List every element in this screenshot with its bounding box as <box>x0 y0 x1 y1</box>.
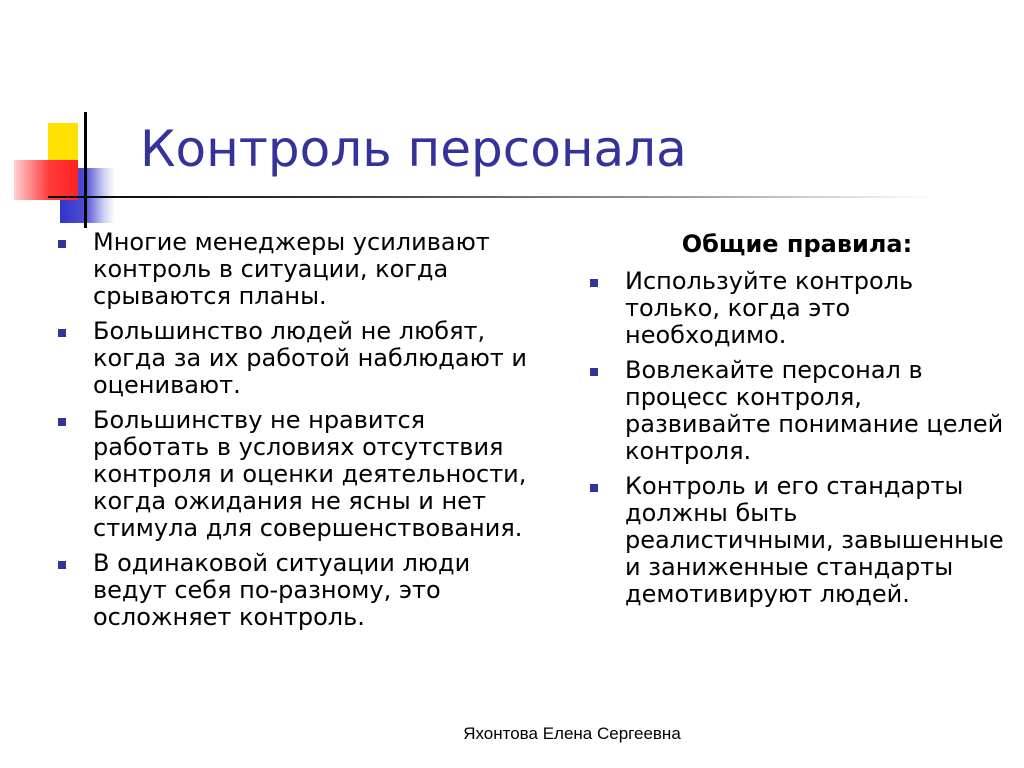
list-item-text: В одинаковой ситуации люди ведут себя по-разному, это осложняет контроль. <box>93 549 471 631</box>
slide-title: Контроль персонала <box>140 120 687 178</box>
square-bullet-icon <box>590 279 598 287</box>
square-bullet-icon <box>58 240 66 248</box>
decor-red-square <box>14 160 78 200</box>
right-bullet-list <box>587 268 1007 608</box>
square-bullet-icon <box>590 484 598 492</box>
list-item-text: Используйте контроль только, когда это необходимо. <box>625 267 914 349</box>
list-item <box>587 268 1007 349</box>
list-item-text: Многие менеджеры усиливают контроль в ситуации, когда срываются планы. <box>93 228 490 310</box>
square-bullet-icon <box>58 561 66 569</box>
list-item <box>55 550 545 631</box>
footer-author: Яхонтова Елена Сергеевна <box>463 724 681 743</box>
square-bullet-icon <box>58 329 66 337</box>
list-item-text: Вовлекайте персонал в процесс контроля, развивайте понимание целей контроля. <box>625 356 1004 465</box>
list-item <box>587 473 1007 608</box>
list-item <box>587 357 1007 465</box>
list-item <box>55 407 545 542</box>
left-column <box>55 229 545 639</box>
list-item <box>55 229 545 310</box>
left-bullet-list <box>55 229 545 631</box>
footer <box>0 724 1024 744</box>
list-item <box>55 318 545 399</box>
right-column <box>587 229 1007 616</box>
title-underline <box>48 196 932 198</box>
decor-vertical-line <box>84 112 87 228</box>
rules-heading: Общие правила: <box>681 230 913 258</box>
list-item-text: Большинство людей не любят, когда за их работой наблюдают и оценивают. <box>93 317 528 399</box>
square-bullet-icon <box>58 418 66 426</box>
list-item-text: Контроль и его стандарты должны быть реалистичными, завышенные и заниженные стандарты демотивируют людей. <box>625 472 1004 608</box>
list-item-text: Большинству не нравится работать в условиях отсутствия контроля и оценки деятельности, когда ожидания не ясны и нет стимула для совершенствования. <box>93 406 527 542</box>
square-bullet-icon <box>590 368 598 376</box>
